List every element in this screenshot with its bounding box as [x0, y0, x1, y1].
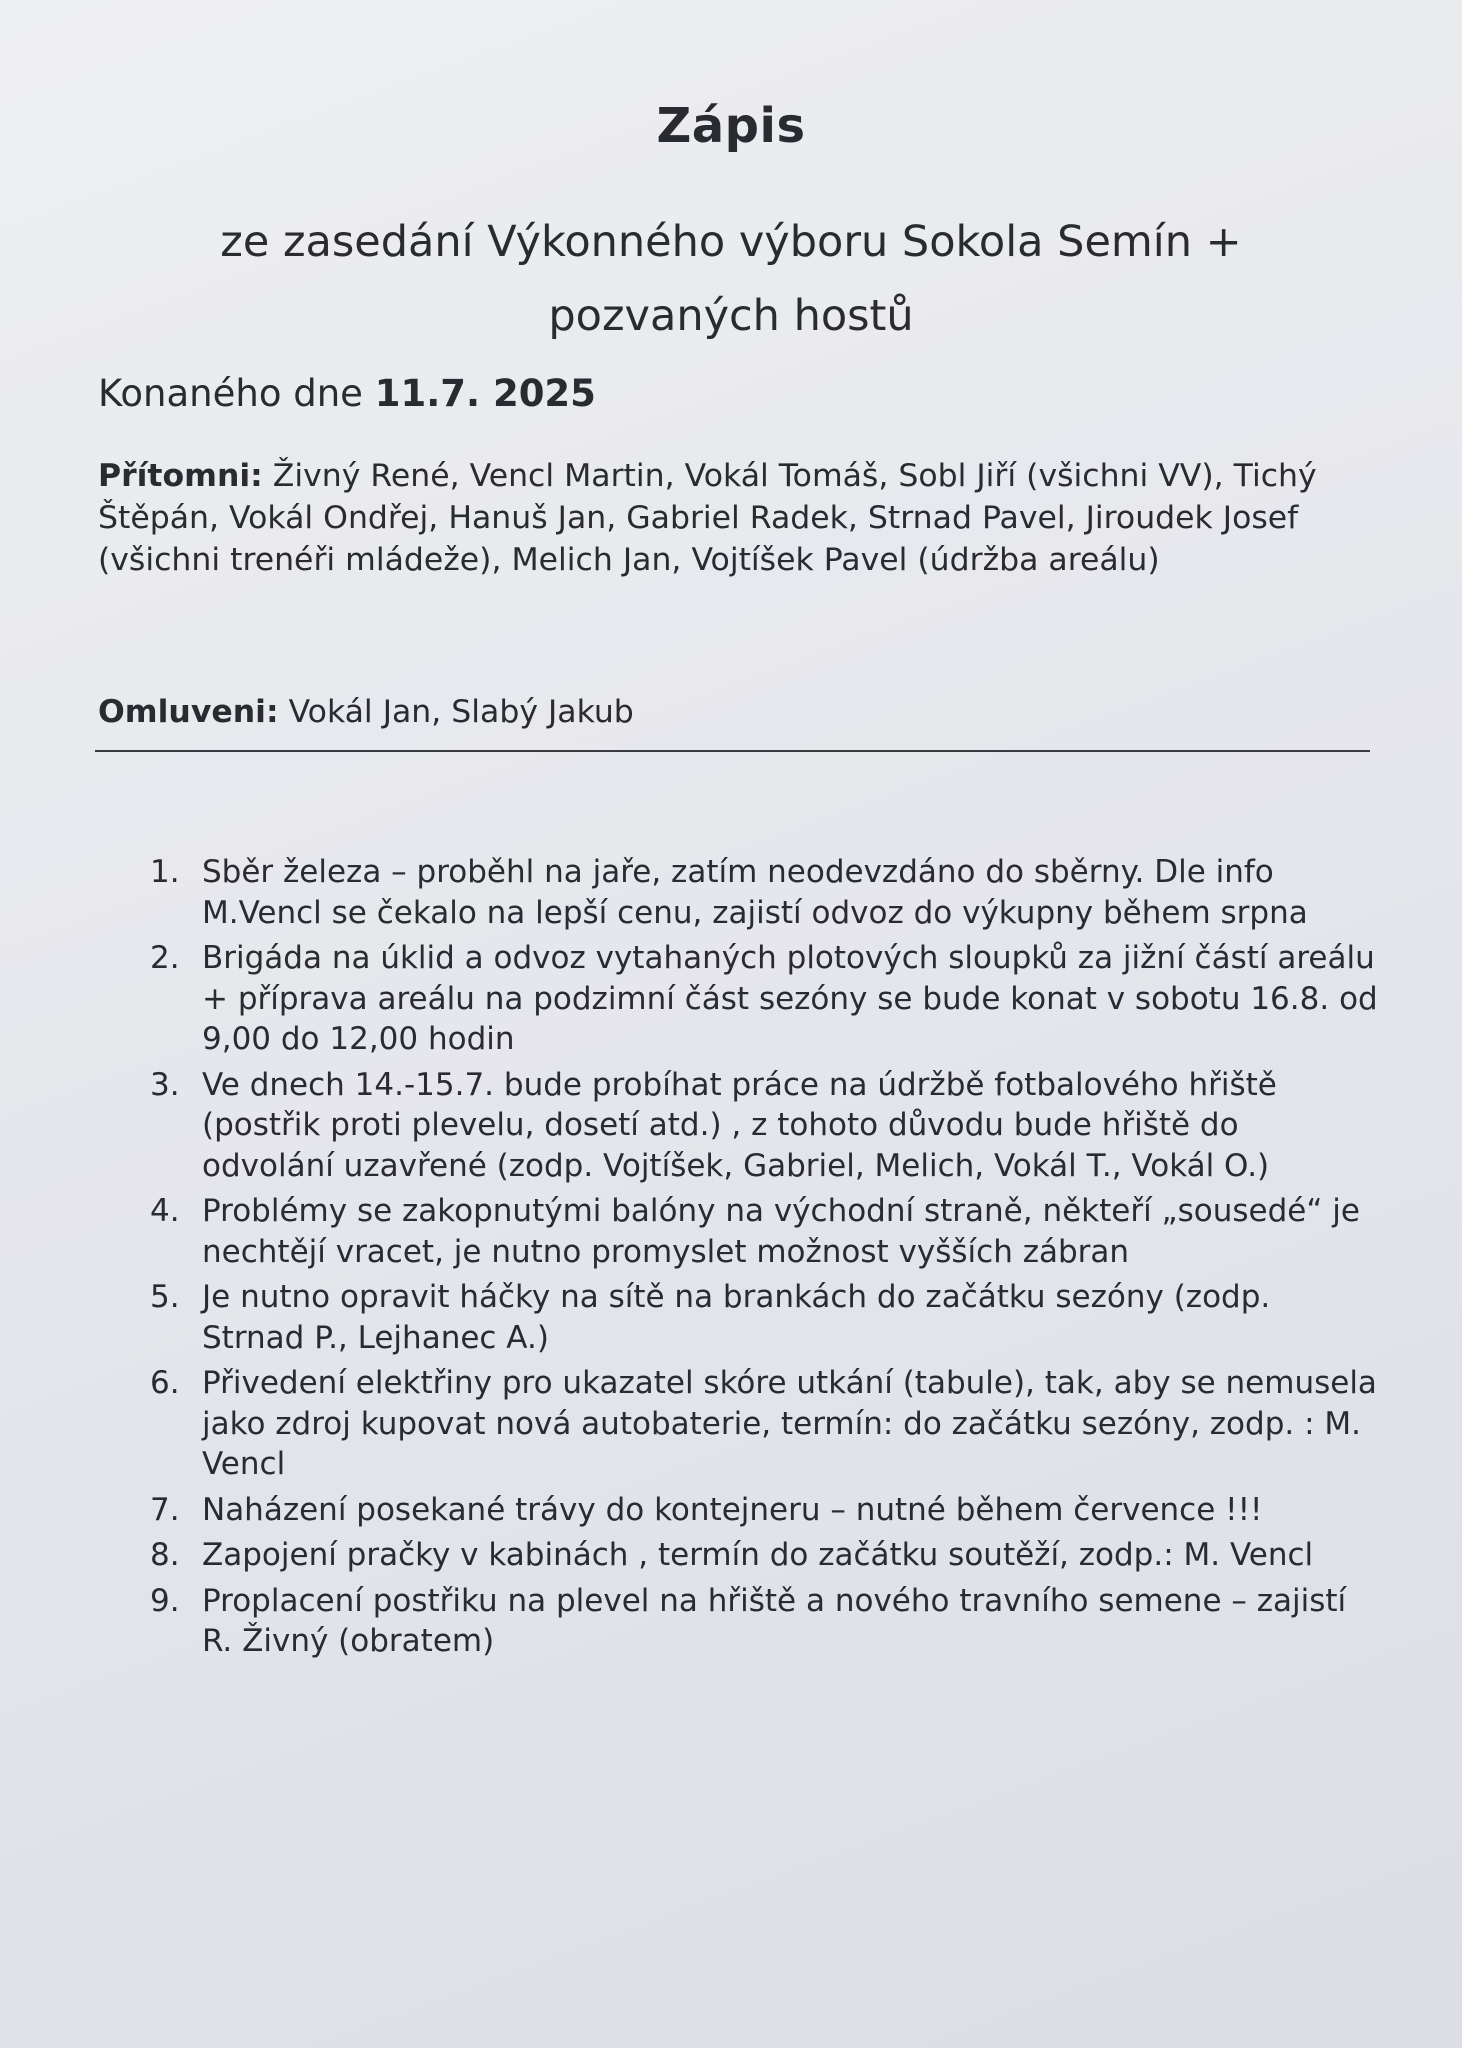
list-item: [150, 1277, 1380, 1358]
item-text: Přivedení elektřiny pro ukazatel skóre utkání (tabule), tak, aby se nemusela jako zdroj kupovat nová autobaterie, termín: do začátku sezóny, zodp. : M. Vencl: [202, 1365, 1377, 1482]
item-text: Ve dnech 14.-15.7. bude probíhat práce na údržbě fotbalového hřiště (postřik proti plevelu, dosetí atd.) , z tohoto důvodu bude hřiště do odvolání uzavřené (zodp. Vojtíšek, Gabriel, Melich, Vokál T., Vokál O.): [202, 1066, 1277, 1184]
item-text: Zapojení pračky v kabinách , termín do začátku soutěží, zodp.: M. Vencl: [202, 1537, 1314, 1573]
item-number: 9.: [150, 1582, 180, 1619]
document-subtitle: ze zasedání Výkonného výboru Sokola Semín + pozvaných hostů: [220, 217, 1242, 341]
item-number: 8.: [150, 1537, 180, 1573]
item-text: Naházení posekané trávy do kontejneru – nutné během července !!!: [202, 1491, 1263, 1528]
list-item: [150, 1490, 1380, 1531]
date-value: 11.7. 2025: [374, 372, 596, 415]
item-number: 7.: [150, 1491, 180, 1528]
item-text: Brigáda na úklid a odvoz vytahaných plotových sloupků za jižní částí areálu + příprava areálu na podzimní část sezóny se bude konat v sobotu 16.8. od 9,00 do 12,00 hodin: [202, 940, 1378, 1057]
excused-text: Vokál Jan, Slabý Jakub: [288, 694, 634, 730]
item-number: 5.: [150, 1279, 180, 1315]
item-text: Sběr železa – proběhl na jaře, zatím neodevzdáno do sběrny. Dle info M.Vencl se čekalo na lepší cenu, zajistí odvoz do výkupny během srpna: [202, 854, 1308, 931]
item-number: 3.: [150, 1066, 180, 1103]
list-item: [150, 1065, 1380, 1187]
item-text: Problémy se zakopnutými balóny na východní straně, někteří „sousedé“ je nechtějí vracet, je nutno promyslet možnost vyšších zábran: [202, 1193, 1360, 1270]
meeting-date-line: [98, 372, 596, 415]
agenda-list: [150, 852, 1380, 1667]
attendees-paragraph: [98, 455, 1358, 581]
present-label: Přítomni:: [98, 458, 263, 494]
excused-label: Omluveni:: [98, 694, 279, 730]
list-item: [150, 1581, 1380, 1662]
list-item: [150, 1363, 1380, 1485]
date-label: Konaného dne: [98, 372, 363, 415]
list-item: [150, 1535, 1380, 1576]
item-number: 4.: [150, 1193, 180, 1229]
excused-paragraph: [98, 694, 634, 730]
document-title: Zápis: [656, 98, 806, 154]
present-text: Živný René, Vencl Martin, Vokál Tomáš, Sobl Jiří (všichni VV), Tichý Štěpán, Vokál Ondřej, Hanuš Jan, Gabriel Radek, Strnad Pavel, Jiroudek Josef (všichni trenéři mládeže), Melich Jan, Vojtíšek Pavel (údržba areálu): [98, 458, 1317, 578]
item-number: 6.: [150, 1365, 180, 1401]
list-item: [150, 852, 1380, 933]
item-number: 2.: [150, 940, 180, 976]
list-item: [150, 938, 1380, 1060]
list-item: [150, 1191, 1380, 1272]
horizontal-divider: [95, 750, 1370, 752]
item-text: Je nutno opravit háčky na sítě na brankách do začátku sezóny (zodp. Strnad P., Lejhanec A.): [202, 1279, 1271, 1356]
item-number: 1.: [150, 854, 180, 890]
item-text: Proplacení postřiku na plevel na hřiště a nového travního semene – zajistí R. Živný (obratem): [202, 1582, 1347, 1659]
